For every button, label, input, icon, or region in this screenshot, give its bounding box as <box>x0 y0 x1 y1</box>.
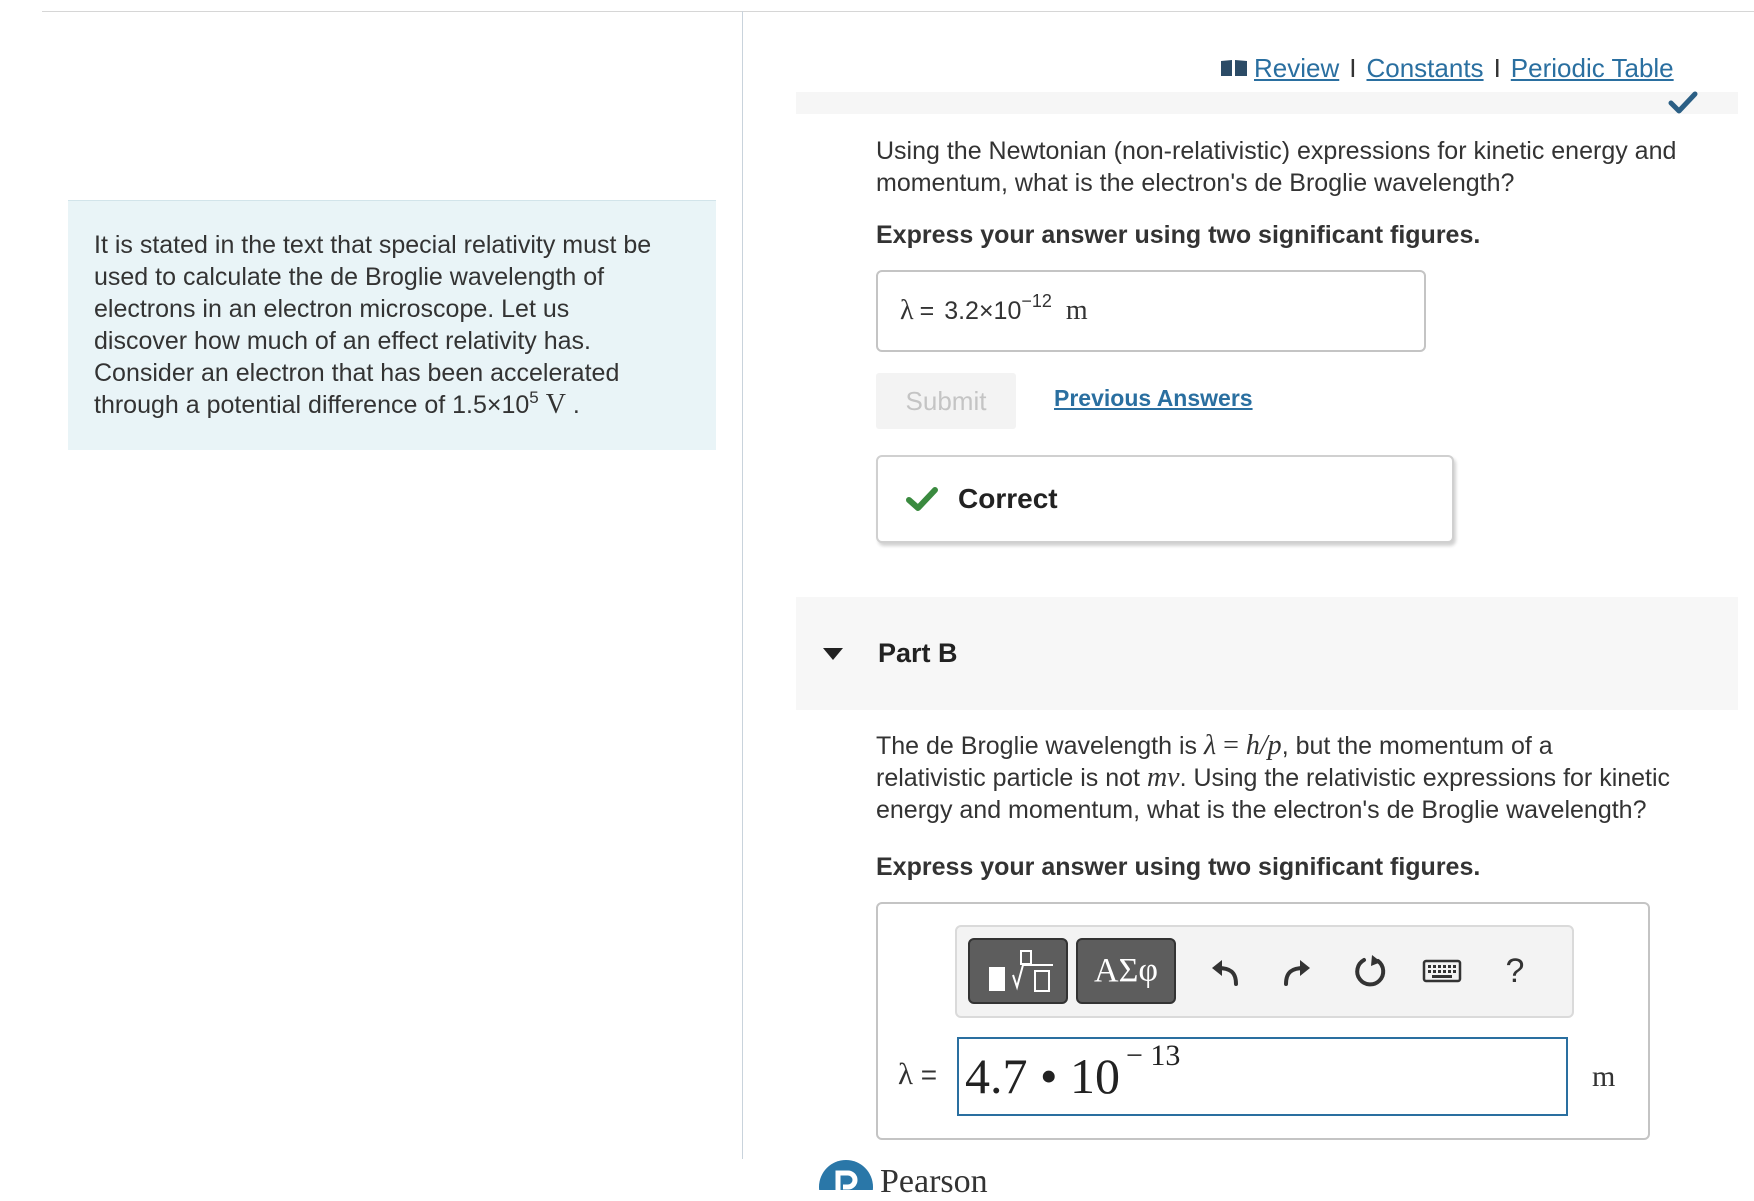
lambda-symbol: λ <box>898 1056 914 1091</box>
question-line: Using the Newtonian (non-relativistic) expressions for kinetic energy and <box>876 137 1677 165</box>
part-b-instruction: Express your answer using two significant figures. <box>876 853 1481 881</box>
previous-answers-link[interactable]: Previous Answers <box>1054 385 1253 411</box>
book-icon <box>1220 59 1248 77</box>
undo-icon[interactable] <box>1205 951 1245 991</box>
math-toolbar <box>955 925 1574 1018</box>
constants-link[interactable]: Constants <box>1366 52 1484 83</box>
intro-line: Consider an electron that has been accelerated <box>94 359 620 387</box>
intro-line: used to calculate the de Broglie wavelength of <box>94 263 605 291</box>
answer-unit: m <box>1592 1060 1616 1093</box>
answer-input[interactable] <box>957 1037 1568 1116</box>
link-separator: I <box>1349 52 1357 83</box>
intro-period: . <box>565 391 580 419</box>
column-divider <box>742 11 743 1159</box>
part-a-answer-display <box>876 270 1426 352</box>
pearson-brand: Pearson <box>880 1163 988 1200</box>
question-text: The de Broglie wavelength is <box>876 732 1204 760</box>
resource-links <box>1220 52 1674 84</box>
intro-line: discover how much of an effect relativity has. <box>94 327 591 355</box>
redo-icon[interactable] <box>1277 951 1317 991</box>
problem-statement <box>68 200 716 450</box>
equals-sign: = <box>913 1059 938 1090</box>
answer-label <box>898 1056 937 1092</box>
part-a-instruction: Express your answer using two significant figures. <box>876 221 1481 249</box>
part-b-header[interactable] <box>796 597 1738 710</box>
answer-unit: m <box>1065 295 1088 326</box>
question-line <box>876 762 1736 794</box>
question-line <box>876 730 1736 762</box>
intro-line: electrons in an electron microscope. Let us <box>94 295 570 323</box>
equals-sign: = <box>919 296 935 325</box>
lambda-symbol: λ <box>1203 730 1217 761</box>
input-mantissa: 4.7 • 10 <box>965 1048 1121 1104</box>
question-line: energy and momentum, what is the electron's de Broglie wavelength? <box>876 796 1647 824</box>
top-rule <box>42 11 1754 12</box>
question-text: . Using the relativistic expressions for kinetic <box>1179 764 1671 792</box>
help-button[interactable]: ? <box>1505 951 1525 990</box>
part-b-question <box>876 730 1736 826</box>
question-text: relativistic particle is not <box>876 764 1147 792</box>
part-a-complete-check-icon <box>1668 90 1698 116</box>
part-a-header-bar[interactable] <box>796 92 1738 114</box>
intro-line: It is stated in the text that special relativity must be <box>94 231 652 259</box>
answer-exponent: −12 <box>1021 290 1052 311</box>
greek-symbols-button[interactable]: ΑΣφ <box>1076 938 1176 1004</box>
link-separator: I <box>1493 52 1501 83</box>
question-text: , but the momentum of a <box>1281 732 1553 760</box>
part-b-title: Part B <box>878 638 958 668</box>
h-over-p: h/p <box>1245 730 1282 761</box>
reset-icon[interactable] <box>1350 951 1390 991</box>
pearson-logo-icon <box>818 1159 874 1190</box>
feedback-box <box>876 455 1454 543</box>
voltage-exponent: 5 <box>529 388 539 407</box>
mv-symbol: mv <box>1146 762 1180 793</box>
part-a-question <box>876 135 1736 199</box>
lambda-symbol: λ <box>900 295 914 326</box>
input-exponent: − 13 <box>1126 1039 1181 1072</box>
feedback-text: Correct <box>958 483 1058 514</box>
periodic-table-link[interactable]: Periodic Table <box>1510 52 1674 83</box>
answer-value: 3.2×10 <box>944 296 1022 325</box>
templates-button[interactable] <box>968 938 1068 1004</box>
submit-button[interactable]: Submit <box>876 373 1016 429</box>
keyboard-icon[interactable] <box>1420 951 1464 991</box>
question-line: momentum, what is the electron's de Broglie wavelength? <box>876 169 1515 197</box>
voltage-text: through a potential difference of 1.5×10 <box>94 391 530 419</box>
review-link[interactable]: Review <box>1254 52 1340 83</box>
equals-sign: = <box>1216 730 1246 761</box>
check-icon <box>906 486 938 512</box>
voltage-unit: V <box>545 389 566 420</box>
templates-icon <box>975 943 1061 999</box>
collapse-triangle-icon[interactable] <box>822 647 844 661</box>
intro-line <box>94 389 690 424</box>
